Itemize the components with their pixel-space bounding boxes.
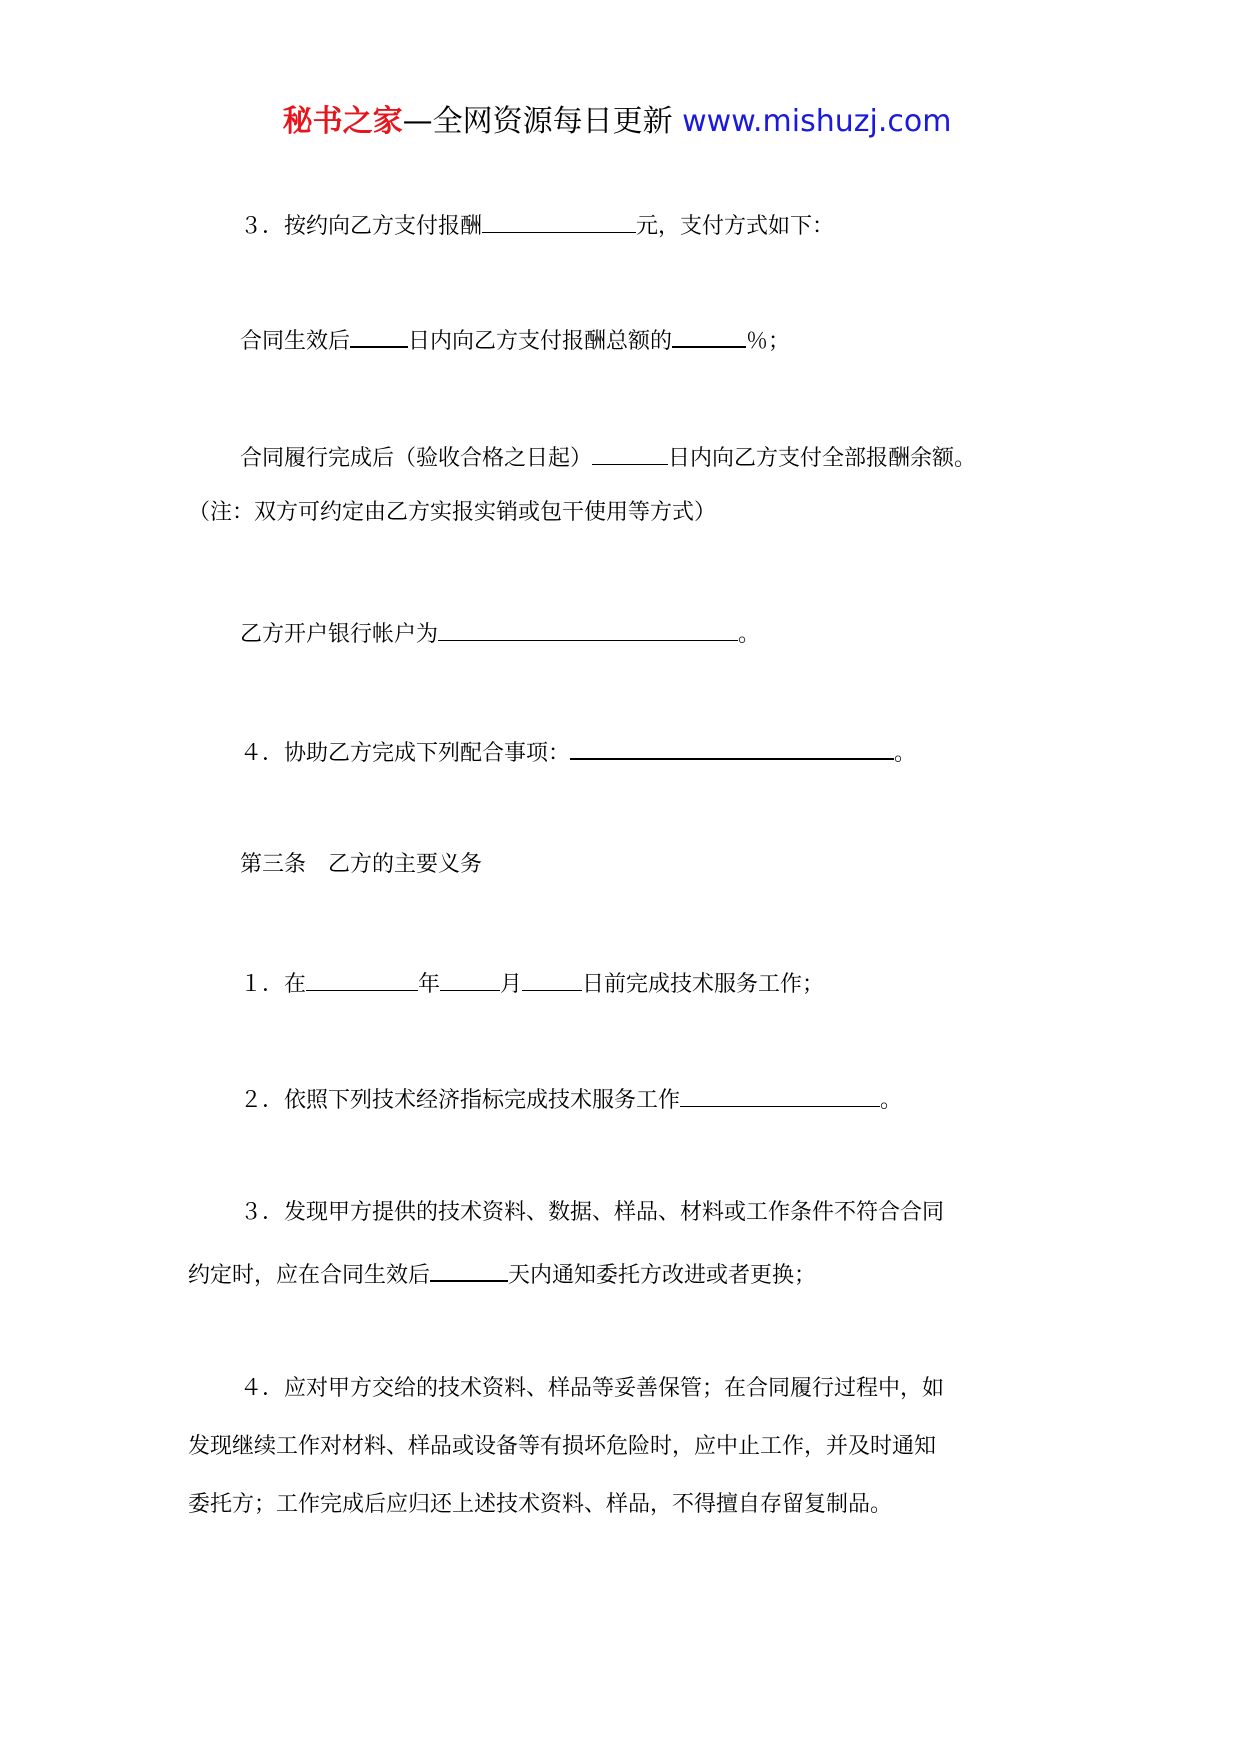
clause-custody-line1: ４．应对甲方交给的技术资料、样品等妥善保管；在合同履行过程中，如 — [240, 1376, 945, 1401]
percent-blank — [672, 322, 746, 348]
clause-custody-line2: 发现继续工作对材料、样品或设备等有损坏危险时，应中止工作，并及时通知 — [188, 1434, 937, 1459]
payment-first-installment: 合同生效后 日内向乙方支付报酬总额的 ％； — [240, 322, 790, 357]
payment-amount-blank — [482, 208, 636, 233]
clause-cooperation: ４．协助乙方完成下列配合事项： 。 — [240, 734, 916, 769]
bank-account: 乙方开户银行帐户为 。 — [240, 616, 760, 650]
clause-notify-line1: ３．发现甲方提供的技术资料、数据、样品、材料或工作条件不符合合同 — [240, 1200, 945, 1225]
days-blank — [350, 322, 408, 348]
payment-balance: 合同履行完成后（验收合格之日起） 日内向乙方支付全部报酬余额。 — [240, 440, 976, 474]
month-blank — [440, 966, 500, 991]
day-blank — [522, 966, 582, 991]
site-brand: 秘书之家 — [282, 104, 403, 139]
notify-days-blank — [430, 1256, 508, 1282]
cooperation-blank — [570, 734, 894, 760]
indicators-blank — [680, 1082, 880, 1107]
site-slogan: —全网资源每日更新 — [402, 104, 683, 139]
balance-days-blank — [592, 440, 668, 465]
clause-notify-line2: 约定时，应在合同生效后 天内通知委托方改进或者更换； — [188, 1256, 816, 1291]
payment-note: （注：双方可约定由乙方实报实销或包干使用等方式） — [188, 500, 717, 525]
site-header — [0, 102, 1234, 142]
year-blank — [306, 966, 418, 991]
site-url-link[interactable]: www.mishuzj.com — [682, 104, 952, 139]
clause-custody-line3: 委托方；工作完成后应归还上述技术资料、样品，不得擅自存留复制品。 — [188, 1492, 893, 1517]
article-three-heading: 第三条 乙方的主要义务 — [240, 852, 483, 877]
clause-indicators: ２．依照下列技术经济指标完成技术服务工作 。 — [240, 1082, 902, 1116]
clause-deadline: １．在 年 月 日前完成技术服务工作； — [240, 966, 824, 1000]
clause-payment: ３．按约向乙方支付报酬 元，支付方式如下： — [240, 208, 834, 242]
bank-account-blank — [438, 616, 738, 641]
